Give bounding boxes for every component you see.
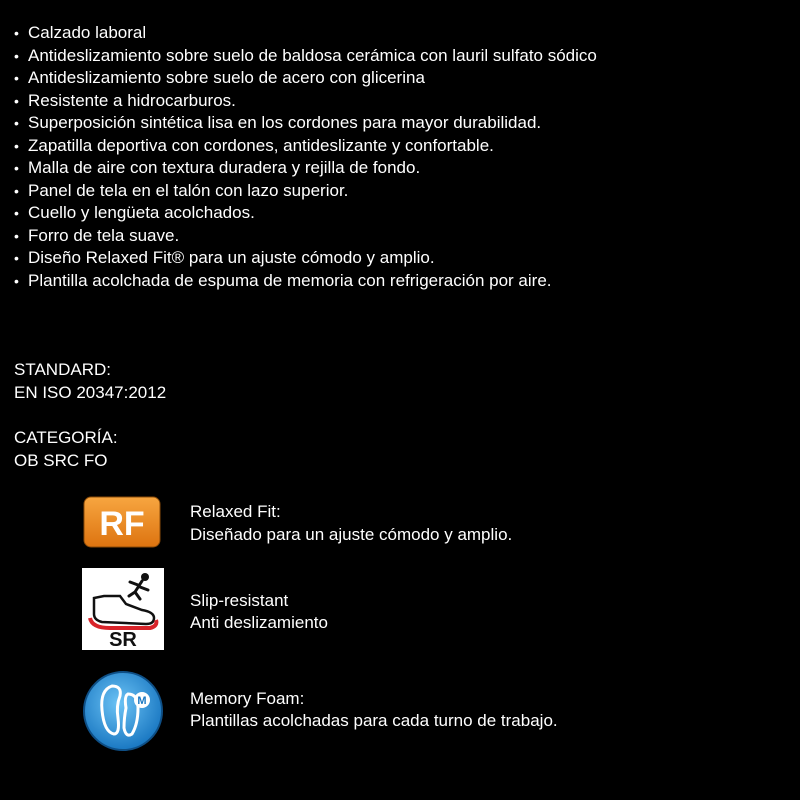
- mf-description: Plantillas acolchadas para cada turno de trabajo.: [190, 711, 558, 730]
- rf-title: Relaxed Fit:: [190, 502, 281, 521]
- standard-label: STANDARD:: [14, 360, 111, 379]
- mf-title: Memory Foam:: [190, 689, 305, 708]
- svg-text:SR: SR: [109, 629, 137, 651]
- feature-item: • Malla de aire con textura duradera y rejilla de fondo.: [14, 158, 421, 177]
- badge-memory-foam: [80, 668, 780, 758]
- svg-text:RF: RF: [99, 505, 145, 543]
- rf-description: Diseñado para un ajuste cómodo y amplio.: [190, 525, 513, 544]
- category-value: OB SRC FO: [14, 450, 108, 470]
- standard-block: [14, 359, 166, 404]
- feature-item: • Superposición sintética lisa en los cordones para mayor durabilidad.: [14, 113, 542, 132]
- svg-text:M: M: [137, 695, 147, 707]
- feature-list: [14, 22, 597, 292]
- category-block: [14, 427, 118, 472]
- feature-item: • Plantilla acolchada de espuma de memoria con refrigeración por aire.: [14, 270, 552, 290]
- standard-value: EN ISO 20347:2012: [14, 382, 167, 402]
- feature-item: • Antideslizamiento sobre suelo de acero con glicerina: [14, 68, 425, 87]
- slip-resistant-icon: [80, 566, 166, 652]
- feature-item: • Forro de tela suave.: [14, 225, 180, 245]
- sr-description: Anti deslizamiento: [190, 613, 328, 632]
- feature-item: • Antideslizamiento sobre suelo de baldosa cerámica con lauril sulfato sódico: [14, 45, 597, 65]
- feature-item: • Resistente a hidrocarburos.: [14, 90, 236, 110]
- memory-foam-icon: [80, 668, 166, 754]
- feature-item: • Zapatilla deportiva con cordones, antideslizante y confortable.: [14, 135, 494, 155]
- feature-item: • Cuello y lengüeta acolchados.: [14, 203, 255, 222]
- feature-item: • Calzado laboral: [14, 23, 147, 42]
- badge-slip-resistant: [80, 566, 780, 656]
- rf-icon: [80, 494, 164, 556]
- feature-item: • Diseño Relaxed Fit® para un ajuste cómodo y amplio.: [14, 248, 435, 267]
- sr-title: Slip-resistant: [190, 591, 289, 610]
- feature-item: • Panel de tela en el talón con lazo superior.: [14, 180, 349, 200]
- category-label: CATEGORÍA:: [14, 428, 118, 447]
